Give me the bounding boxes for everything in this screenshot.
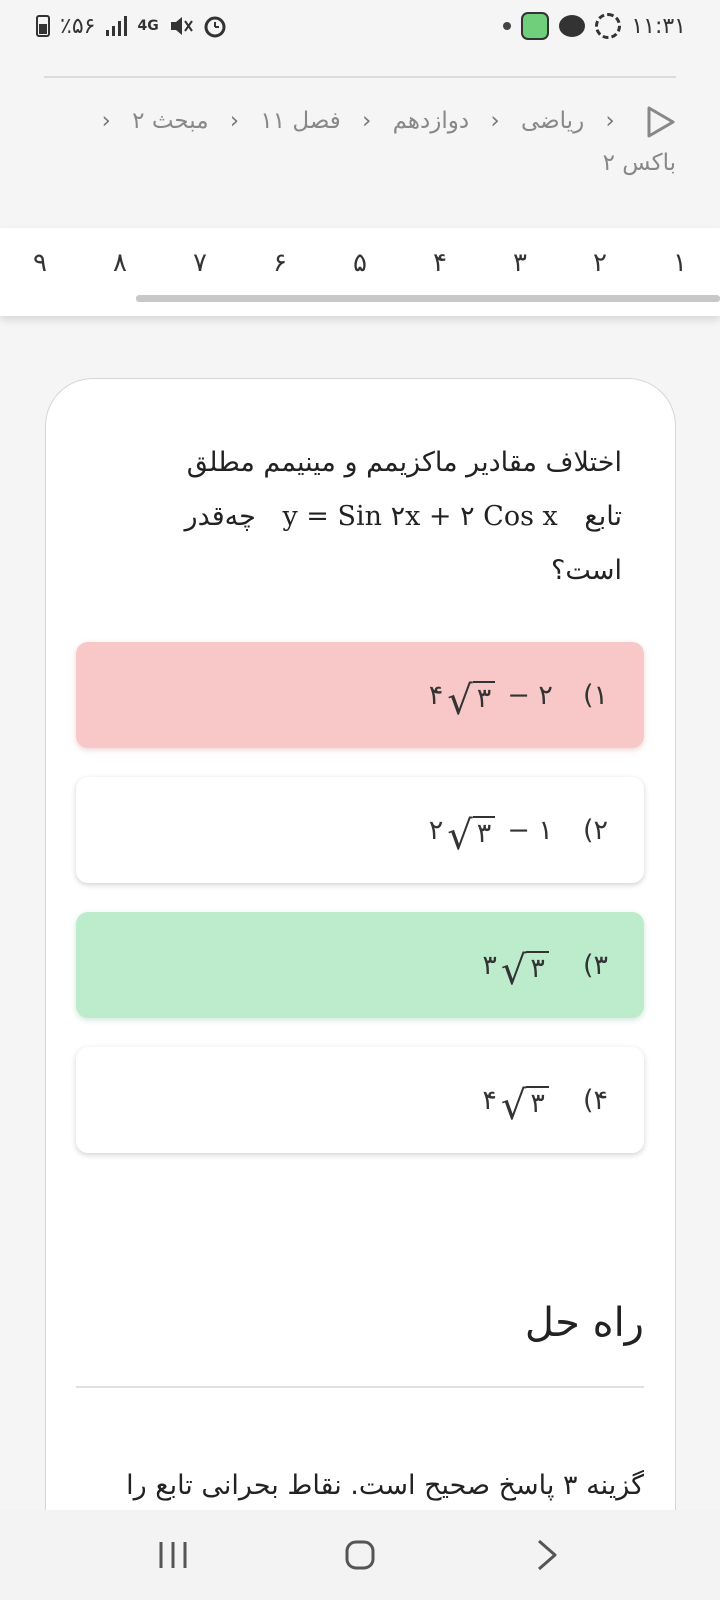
option-coefficient: ۴	[428, 679, 444, 711]
notification-dot-icon	[503, 22, 511, 30]
option-number: ۴)	[582, 1084, 608, 1116]
option-expression	[428, 675, 553, 724]
question-tabs	[0, 228, 720, 298]
chevron-icon: ‹	[605, 108, 615, 134]
tab-question-9[interactable]: ۹	[33, 248, 47, 278]
option-coefficient: ۴	[482, 1084, 497, 1116]
home-icon	[344, 1539, 376, 1571]
tab-question-8[interactable]: ۸	[113, 248, 127, 278]
recents-icon	[157, 1540, 189, 1570]
question-suffix: چه‌قدر	[184, 501, 256, 532]
answer-option-2[interactable]	[76, 777, 644, 883]
sync-icon	[595, 13, 621, 39]
sqrt-icon: √ ۳	[501, 1080, 549, 1120]
alarm-icon	[203, 14, 227, 38]
app-notification-icon	[521, 12, 549, 40]
signal-icon	[105, 16, 127, 36]
question-number-bar	[0, 228, 720, 316]
chevron-icon: ‹	[490, 108, 500, 134]
chevron-icon: ‹	[229, 108, 240, 134]
tab-question-3[interactable]: ۳	[513, 248, 527, 278]
tab-question-1[interactable]: ۱	[673, 248, 687, 278]
option-coefficient: ۳	[482, 949, 497, 981]
option-radicand: ۳	[526, 1086, 549, 1120]
back-button[interactable]	[517, 1525, 577, 1585]
status-bar	[0, 0, 720, 52]
status-left	[36, 14, 227, 39]
option-number: ۳)	[582, 949, 608, 981]
option-expression	[482, 945, 553, 994]
question-line-1: اختلاف مقادیر ماکزیمم و مینیمم مطلق	[186, 447, 622, 478]
network-type: 4G	[137, 18, 159, 34]
option-expression	[482, 1080, 553, 1129]
sqrt-icon: √ ۳	[447, 675, 495, 715]
back-icon	[535, 1538, 559, 1572]
option-expression	[428, 810, 553, 859]
question-prefix: تابع	[584, 501, 622, 532]
answer-option-4[interactable]	[76, 1047, 644, 1153]
recents-button[interactable]	[143, 1525, 203, 1585]
question-line-2	[150, 490, 622, 544]
option-number: ۲)	[582, 814, 608, 846]
chevron-icon: ‹	[362, 108, 372, 134]
tabs-scrollbar[interactable]	[136, 295, 720, 302]
home-button[interactable]	[330, 1525, 390, 1585]
breadcrumb-item-chapter[interactable]: فصل ۱۱	[260, 108, 341, 134]
solution-divider	[76, 1386, 644, 1388]
option-radicand: ۳	[473, 816, 496, 850]
header-divider	[44, 76, 676, 78]
answer-option-3[interactable]	[76, 912, 644, 1018]
tab-question-5[interactable]: ۵	[353, 248, 367, 278]
option-tail: − ۲	[507, 679, 553, 711]
play-icon[interactable]	[646, 106, 676, 138]
system-nav-bar	[0, 1510, 720, 1600]
question-line-3: است؟	[551, 555, 622, 586]
question-formula: y = Sin ۲x + ۲ Cos x	[282, 501, 558, 532]
tab-question-6[interactable]: ۶	[273, 248, 287, 278]
option-number: ۱)	[582, 679, 608, 711]
answer-option-1[interactable]	[76, 642, 644, 748]
option-radicand: ۳	[526, 951, 549, 985]
breadcrumb-item-grade[interactable]: دوازدهم	[392, 108, 470, 134]
status-right	[503, 12, 686, 40]
option-coefficient: ۲	[428, 814, 444, 846]
breadcrumb	[44, 100, 676, 184]
chat-icon	[559, 15, 585, 37]
option-tail: − ۱	[507, 814, 553, 846]
question-text	[150, 436, 622, 598]
breadcrumb-item-box[interactable]: باکس ۲	[602, 150, 676, 176]
tab-question-2[interactable]: ۲	[593, 248, 607, 278]
breadcrumb-item-subject[interactable]: ریاضی	[520, 108, 585, 134]
solution-text: گزینه ۳ پاسخ صحیح است. نقاط بحرانی تابع را	[126, 1470, 644, 1501]
solution-title: راه حل	[524, 1300, 644, 1346]
option-radicand: ۳	[473, 681, 496, 715]
battery-percent: ٪۵۶	[60, 13, 96, 39]
mute-icon	[169, 15, 193, 37]
chevron-icon: ‹	[101, 108, 111, 134]
sqrt-icon: √ ۳	[447, 810, 495, 850]
tab-question-7[interactable]: ۷	[193, 248, 207, 278]
tab-question-4[interactable]: ۴	[433, 248, 447, 278]
battery-icon	[36, 15, 50, 37]
sqrt-icon: √ ۳	[501, 945, 549, 985]
clock: ۱۱:۳۱	[631, 13, 686, 39]
breadcrumb-item-topic[interactable]: مبحث ۲	[132, 108, 209, 134]
